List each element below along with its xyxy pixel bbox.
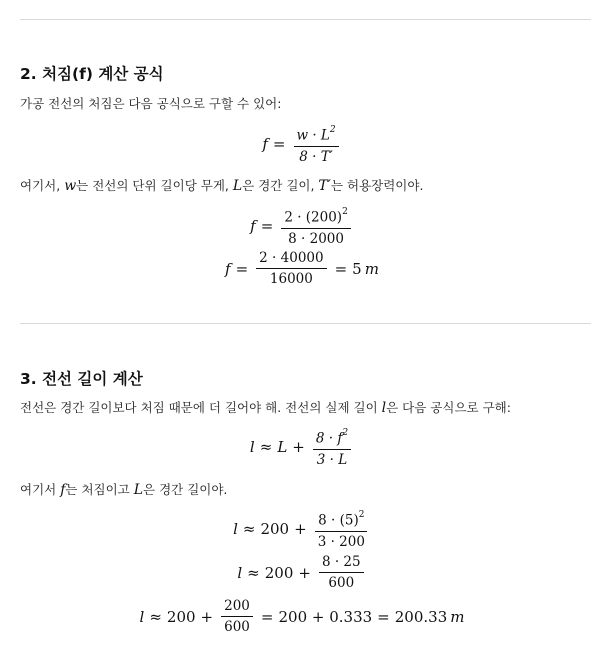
sag-symbol: f (225, 259, 231, 278)
section-3-intro (20, 398, 511, 416)
length-fraction (313, 427, 351, 468)
explain-text-3: 은 경간 길이야. (143, 482, 228, 497)
intro-text-1: 전선은 경간 길이보다 처짐 때문에 더 길어야 해. 전선의 실제 길이 (20, 400, 382, 415)
section-3-heading: 3. 전선 길이 계산 (20, 370, 143, 388)
length-numerator-text: 8 · f (315, 430, 343, 447)
plus-sign: + (292, 438, 305, 457)
span-variable: L (232, 178, 243, 194)
section-divider (20, 323, 591, 324)
plus-sign: + (298, 563, 311, 582)
length-formula (0, 427, 604, 468)
equals-sign: = (377, 607, 390, 626)
equals-sign: = (272, 135, 286, 154)
equals-sign: = (260, 217, 274, 236)
section-2-heading: 2. 처짐(f) 계산 공식 (20, 65, 164, 83)
result-numerator: 200 (221, 598, 253, 617)
explain-text-1: 여기서 (20, 482, 61, 497)
length-symbol: l (249, 438, 255, 457)
tension-variable: T′ (318, 178, 331, 194)
substitution-fraction (315, 509, 368, 550)
simplify-denominator: 600 (328, 575, 355, 591)
length-denominator: 3 · L (316, 451, 348, 468)
sag-variable: f (60, 482, 66, 498)
plus-sign: + (294, 520, 307, 539)
sag-numerator (294, 124, 339, 147)
length-variable: l (381, 400, 387, 416)
explain-text-4: 는 허용장력이야. (330, 178, 424, 193)
sag-substitution (0, 206, 604, 247)
span-value: 200 (260, 520, 290, 539)
substitution-numerator-exp: 2 (358, 510, 365, 520)
length-simplify (0, 554, 604, 591)
sag-result (0, 250, 604, 287)
substitution-numerator-exp: 2 (342, 207, 348, 217)
sag-numerator-text: w · L (296, 127, 330, 144)
length-symbol: l (233, 520, 238, 539)
sag-value: 5 (352, 259, 362, 278)
explain-text-1: 여기서, (20, 178, 65, 193)
sag-formula (0, 124, 604, 165)
sag-fraction (294, 124, 339, 165)
explain-text-2: 는 전선의 단위 길이당 무게, (76, 178, 233, 193)
simplify-fraction (319, 554, 364, 591)
top-divider (20, 19, 591, 20)
sag-denominator-text: 8 · T′ (299, 148, 333, 165)
substitution-numerator-text: 8 · (5) (318, 512, 359, 529)
length-result (0, 598, 604, 635)
equals-sign: = (334, 259, 348, 278)
equals-sign: = (235, 259, 249, 278)
section-3-explanation (20, 480, 227, 498)
result-fraction (256, 250, 326, 287)
sag-denominator (296, 147, 336, 165)
result-denominator: 600 (224, 619, 250, 635)
section-2-intro: 가공 전선의 처짐은 다음 공식으로 구할 수 있어: (20, 96, 282, 111)
sag-symbol: f (250, 217, 256, 236)
section-2-explanation (20, 176, 423, 194)
span-symbol: L (277, 438, 288, 457)
result-denominator: 16000 (269, 271, 313, 287)
approx-sign: ≈ (247, 563, 260, 582)
length-substitution (0, 509, 604, 550)
span-value: 200 (264, 563, 294, 582)
substitution-fraction (281, 206, 351, 247)
span-value: 200 (166, 607, 196, 626)
length-numerator (313, 427, 351, 450)
explain-text-3: 은 경간 길이, (242, 178, 319, 193)
sag-symbol: f (262, 135, 268, 154)
unit-meter: m (450, 607, 465, 626)
approx-sign: ≈ (149, 607, 162, 626)
substitution-numerator (281, 206, 351, 229)
approx-sign: ≈ (259, 438, 273, 457)
weight-variable: w (64, 178, 77, 194)
sag-numerator-exp: 2 (329, 125, 336, 135)
result-fraction (221, 598, 253, 635)
intro-text-2: 은 다음 공식으로 구해: (386, 400, 511, 415)
length-symbol: l (237, 563, 243, 582)
length-symbol: l (139, 607, 145, 626)
equals-sign: = (260, 607, 274, 626)
intermediate-sum: 200 + 0.333 (278, 607, 373, 626)
length-value: 200.33 (394, 607, 448, 626)
explain-text-2: 는 처짐이고 (65, 482, 134, 497)
substitution-numerator-text: 2 · (200) (284, 209, 343, 226)
simplify-numerator: 8 · 25 (319, 554, 364, 573)
plus-sign: + (200, 607, 214, 626)
substitution-numerator (315, 509, 367, 532)
approx-sign: ≈ (242, 520, 256, 539)
result-numerator: 2 · 40000 (256, 250, 326, 269)
substitution-denominator: 8 · 2000 (288, 230, 344, 247)
length-numerator-exp: 2 (342, 428, 349, 438)
substitution-denominator: 3 · 200 (317, 533, 365, 550)
span-variable: L (133, 482, 144, 498)
unit-meter: m (364, 259, 379, 278)
